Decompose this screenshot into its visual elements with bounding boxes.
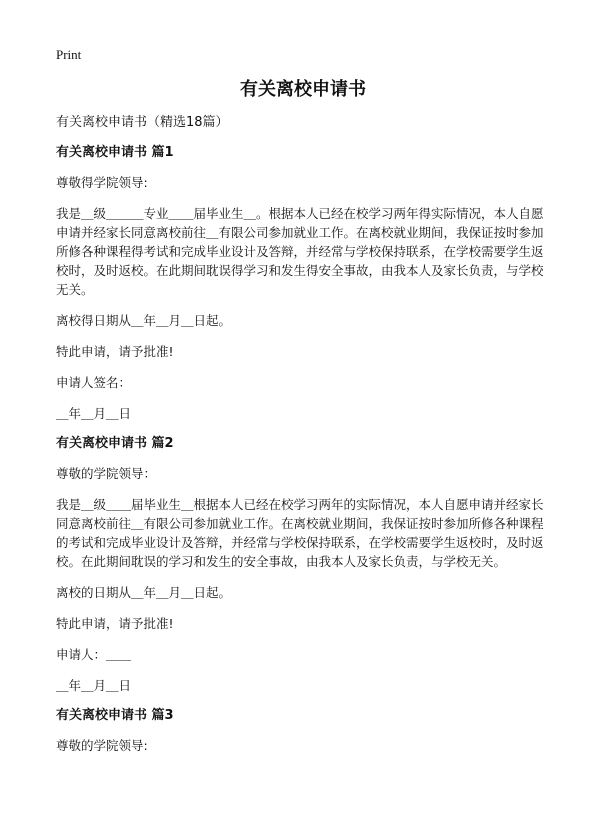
salutation: 尊敬的学院领导: bbox=[56, 738, 148, 753]
signature-line: 申请人：＿＿ bbox=[56, 647, 132, 662]
salutation: 尊敬得学院领导: bbox=[56, 175, 148, 190]
request-line: 特此申请，请予批准! bbox=[56, 344, 174, 359]
section-heading: 有关离校申请书 篇1 bbox=[56, 145, 174, 160]
section-heading: 有关离校申请书 篇2 bbox=[56, 436, 174, 451]
date-line: ＿年＿月＿日 bbox=[56, 406, 132, 421]
body-paragraph: 我是＿级＿＿＿专业＿＿届毕业生＿。根据本人已经在校学习两年得实际情况，本人自愿申请并经家长同意离校前往＿有限公司参加就业工作。在离校就业期间，我保证按时参加所修各种课程得考试和完成毕业设计及答辩，并经常与学校保持联系，在学校需要学生返校时，及时返校。在此期间耽误得学习和发生得安全事故，由我本人及家长负责，与学校无关。 bbox=[56, 206, 544, 297]
section-3 bbox=[56, 707, 550, 755]
document-subtitle: 有关离校申请书（精选18篇） bbox=[56, 115, 229, 130]
page-title: 有关离校申请书 bbox=[240, 79, 366, 100]
section-heading: 有关离校申请书 篇3 bbox=[56, 708, 174, 723]
signature-line: 申请人签名： bbox=[56, 375, 132, 390]
body-paragraph: 我是＿级＿＿届毕业生＿根据本人已经在校学习两年的实际情况，本人自愿申请并经家长同意离校前往＿有限公司参加就业工作。在离校就业期间，我保证按时参加所修各种课程的考试和完成毕业设计及答辩，并经常与学校保持联系，在学校需要学生返校时，及时返校。在此期间耽误的学习和发生的安全事故，由我本人及家长负责，与学校无关。 bbox=[56, 497, 544, 569]
print-label: Print bbox=[56, 47, 82, 62]
salutation: 尊敬的学院领导： bbox=[56, 466, 157, 481]
request-line: 特此申请，请予批准! bbox=[56, 616, 174, 631]
date-line: ＿年＿月＿日 bbox=[56, 678, 132, 693]
leave-date-line: 离校的日期从＿年＿月＿日起。 bbox=[56, 585, 232, 600]
section-2 bbox=[56, 435, 550, 695]
leave-date-line: 离校得日期从＿年＿月＿日起。 bbox=[56, 313, 232, 328]
section-1 bbox=[56, 144, 550, 423]
